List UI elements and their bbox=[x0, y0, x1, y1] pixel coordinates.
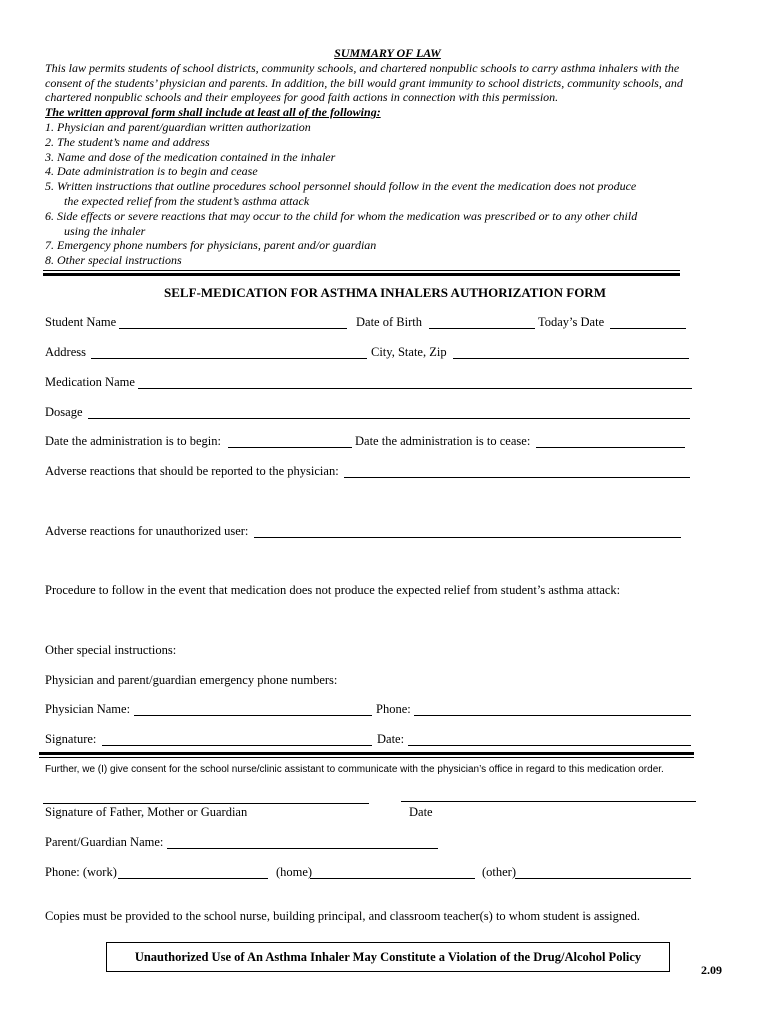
emergency-numbers-label: Physician and parent/guardian emergency phone numbers: bbox=[45, 673, 338, 687]
adverse-unauthorized-label: Adverse reactions for unauthorized user: bbox=[45, 524, 249, 538]
copies-row bbox=[45, 909, 735, 927]
student-name-label: Student Name bbox=[45, 315, 117, 329]
other-instructions-label: Other special instructions: bbox=[45, 643, 177, 657]
dosage-field[interactable] bbox=[88, 418, 690, 419]
date-of-birth-field[interactable] bbox=[429, 328, 535, 329]
student-info-row bbox=[45, 315, 695, 333]
admin-begin-field[interactable] bbox=[228, 447, 352, 448]
address-field[interactable] bbox=[91, 358, 367, 359]
guardian-signature-label: Signature of Father, Mother or Guardian bbox=[45, 805, 248, 819]
adverse-reported-row bbox=[45, 464, 695, 482]
address-row bbox=[45, 345, 695, 363]
physician-name-label: Physician Name: bbox=[45, 702, 131, 716]
physician-signature-field[interactable] bbox=[102, 745, 372, 746]
dosage-row bbox=[45, 405, 695, 423]
date-of-birth-label: Date of Birth bbox=[356, 315, 422, 329]
admin-cease-field[interactable] bbox=[536, 447, 685, 448]
section-divider bbox=[43, 270, 680, 271]
city-state-zip-field[interactable] bbox=[453, 358, 689, 359]
copies-statement: Copies must be provided to the school nurse, building principal, and classroom teacher(s) to whom student is assigned. bbox=[45, 909, 641, 923]
summary-heading: SUMMARY OF LAW bbox=[334, 46, 441, 60]
summary-of-law bbox=[45, 46, 730, 268]
administration-dates-row bbox=[45, 434, 695, 452]
section-divider bbox=[39, 757, 694, 758]
warning-box: Unauthorized Use of An Asthma Inhaler May Constitute a Violation of the Drug/Alcohol Policy bbox=[106, 942, 670, 972]
parent-phone-row bbox=[45, 865, 695, 883]
physician-signature-row bbox=[45, 732, 695, 750]
other-instructions-row bbox=[45, 643, 695, 661]
page-number: 2.09 bbox=[701, 963, 722, 977]
procedure-label: Procedure to follow in the event that medication does not produce the expected relief from student’s asthma attack: bbox=[45, 583, 621, 597]
requirement-item-continued: using the inhaler bbox=[64, 223, 146, 238]
requirement-item-continued: the expected relief from the student’s asthma attack bbox=[64, 193, 310, 208]
form-title: SELF-MEDICATION FOR ASTHMA INHALERS AUTHORIZATION FORM bbox=[164, 285, 606, 300]
medication-name-label: Medication Name bbox=[45, 375, 135, 389]
summary-paragraph-line-3: chartered nonpublic schools and their employees for good faith actions in connection with this permission. bbox=[45, 90, 559, 105]
medication-name-row bbox=[45, 375, 695, 393]
physician-phone-label: Phone: bbox=[376, 702, 411, 716]
physician-phone-field[interactable] bbox=[414, 715, 691, 716]
address-label: Address bbox=[45, 345, 86, 359]
requirement-item: 1. Physician and parent/guardian written authorization bbox=[45, 119, 311, 134]
section-divider bbox=[43, 273, 680, 276]
medication-name-field[interactable] bbox=[138, 388, 692, 389]
requirement-item: 7. Emergency phone numbers for physicians, parent and/or guardian bbox=[45, 238, 377, 253]
signature-date-field[interactable] bbox=[408, 745, 691, 746]
guardian-date-label: Date bbox=[409, 805, 433, 819]
signature-date-label: Date: bbox=[377, 732, 405, 746]
requirement-item: 6. Side effects or severe reactions that may occur to the child for whom the medication was prescribed or to any other child bbox=[45, 208, 638, 223]
guardian-signature-field[interactable] bbox=[43, 803, 369, 804]
phone-other-field[interactable] bbox=[515, 878, 691, 879]
procedure-row bbox=[45, 583, 695, 601]
adverse-reported-label: Adverse reactions that should be reported to the physician: bbox=[45, 464, 339, 478]
physician-name-field[interactable] bbox=[134, 715, 372, 716]
phone-home-field[interactable] bbox=[310, 878, 475, 879]
consent-statement: Further, we (I) give consent for the school nurse/clinic assistant to communicate with the physician’s office in regard to this medication order. bbox=[45, 764, 664, 775]
requirement-heading: The written approval form shall include at least all of the following: bbox=[45, 105, 381, 120]
guardian-date-field[interactable] bbox=[401, 801, 696, 802]
adverse-unauthorized-field[interactable] bbox=[254, 537, 681, 538]
parent-name-label: Parent/Guardian Name: bbox=[45, 835, 164, 849]
parent-name-row bbox=[45, 835, 695, 853]
summary-paragraph-line-2: consent of the students’ physician and parents. In addition, the bill would grant immunity to school districts, community schools, and bbox=[45, 75, 683, 90]
todays-date-label: Today’s Date bbox=[538, 315, 605, 329]
phone-work-label: Phone: (work) bbox=[45, 865, 117, 879]
admin-cease-label: Date the administration is to cease: bbox=[355, 434, 531, 448]
parent-name-field[interactable] bbox=[167, 848, 438, 849]
phone-home-label: (home) bbox=[276, 865, 313, 879]
student-name-field[interactable] bbox=[119, 328, 347, 329]
dosage-label: Dosage bbox=[45, 405, 83, 419]
city-state-zip-label: City, State, Zip bbox=[371, 345, 447, 359]
signature-label: Signature: bbox=[45, 732, 97, 746]
summary-paragraph-line-1: This law permits students of school districts, community schools, and chartered nonpublic schools to carry asthma inhalers with the bbox=[45, 60, 680, 75]
adverse-reported-field[interactable] bbox=[344, 477, 690, 478]
requirement-item: 5. Written instructions that outline procedures school personnel should follow in the event the medication does not produce bbox=[45, 179, 637, 194]
admin-begin-label: Date the administration is to begin: bbox=[45, 434, 222, 448]
phone-work-field[interactable] bbox=[118, 878, 268, 879]
requirement-item: 4. Date administration is to begin and cease bbox=[45, 164, 258, 179]
phone-other-label: (other) bbox=[482, 865, 517, 879]
requirement-item: 3. Name and dose of the medication contained in the inhaler bbox=[45, 149, 336, 164]
emergency-numbers-row bbox=[45, 673, 695, 691]
todays-date-field[interactable] bbox=[610, 328, 686, 329]
section-divider bbox=[39, 752, 694, 755]
requirement-item: 8. Other special instructions bbox=[45, 253, 182, 268]
requirement-item: 2. The student’s name and address bbox=[45, 134, 210, 149]
physician-row bbox=[45, 702, 695, 720]
adverse-unauthorized-row bbox=[45, 524, 695, 542]
